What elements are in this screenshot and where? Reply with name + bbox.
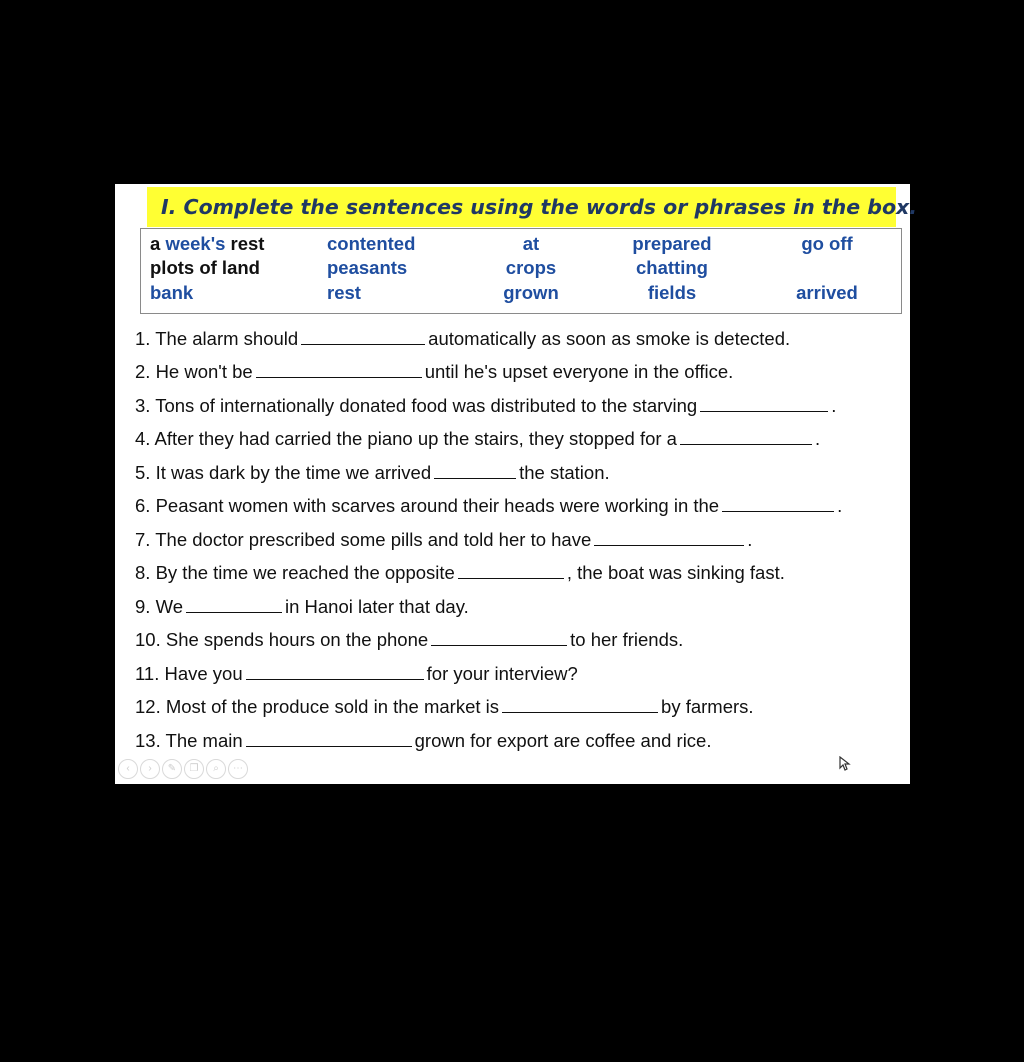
title-bar [147, 187, 918, 227]
word-go-off: go off [801, 233, 853, 254]
word-prepared: prepared [632, 233, 712, 254]
answer-blank[interactable] [594, 527, 744, 546]
answer-blank[interactable] [246, 728, 412, 747]
answer-blank[interactable] [256, 359, 422, 378]
sentence-13: 13. The main grown for export are coffee and rice. [135, 730, 712, 751]
word-grown: grown [503, 282, 559, 303]
copy-icon[interactable]: ❐ [184, 759, 204, 779]
sentence-9: 9. We in Hanoi later that day. [135, 596, 469, 617]
pen-icon[interactable]: ✎ [162, 759, 182, 779]
answer-blank[interactable] [246, 661, 424, 680]
answer-blank[interactable] [434, 460, 516, 479]
word-box [140, 228, 902, 314]
sentence-11: 11. Have you for your interview? [135, 663, 578, 684]
answer-blank[interactable] [431, 627, 567, 646]
answer-blank[interactable] [502, 694, 658, 713]
worksheet-slide [115, 184, 918, 784]
word-crops: crops [505, 257, 557, 278]
word-rest: rest [327, 282, 361, 303]
word-bank: bank [150, 282, 194, 303]
sentence-2: 2. He won't be until he's upset everyone in the office. [135, 361, 734, 382]
word-chatting: chatting [636, 257, 708, 278]
sentence-10: 10. She spends hours on the phone to her friends. [135, 629, 684, 650]
word-contented: contented [327, 233, 416, 254]
exercise-title: I. Complete the sentences using the words or phrases in the box. [161, 195, 918, 219]
answer-blank[interactable] [301, 326, 425, 345]
zoom-icon[interactable]: ⌕ [206, 759, 226, 779]
sentence-3: 3. Tons of internationally donated food was distributed to the starving . [135, 395, 837, 416]
word-peasants: peasants [327, 257, 408, 278]
mouse-cursor-icon [839, 756, 853, 772]
sentence-5: 5. It was dark by the time we arrived the station. [135, 462, 610, 483]
sentence-1: 1. The alarm should automatically as soon as smoke is detected. [135, 328, 791, 349]
word-at: at [522, 233, 540, 254]
answer-blank[interactable] [722, 493, 834, 512]
answer-blank[interactable] [680, 426, 812, 445]
answer-blank[interactable] [458, 560, 564, 579]
prev-icon[interactable]: ‹ [118, 759, 138, 779]
slide-toolbar [118, 759, 248, 779]
answer-blank[interactable] [700, 393, 828, 412]
more-icon[interactable]: ⋯ [228, 759, 248, 779]
sentence-8: 8. By the time we reached the opposite , the boat was sinking fast. [135, 562, 785, 583]
sentence-4: 4. After they had carried the piano up the stairs, they stopped for a . [135, 428, 821, 449]
sentence-6: 6. Peasant women with scarves around their heads were working in the . [135, 495, 843, 516]
sentence-12: 12. Most of the produce sold in the market is by farmers. [135, 696, 754, 717]
word-weeks-rest: a week's rest [150, 233, 265, 254]
word-fields: fields [647, 282, 697, 303]
next-icon[interactable]: › [140, 759, 160, 779]
sentence-7: 7. The doctor prescribed some pills and told her to have . [135, 529, 753, 550]
word-plots-of-land: plots of land [150, 257, 260, 278]
answer-blank[interactable] [186, 594, 282, 613]
word-arrived: arrived [796, 282, 858, 303]
